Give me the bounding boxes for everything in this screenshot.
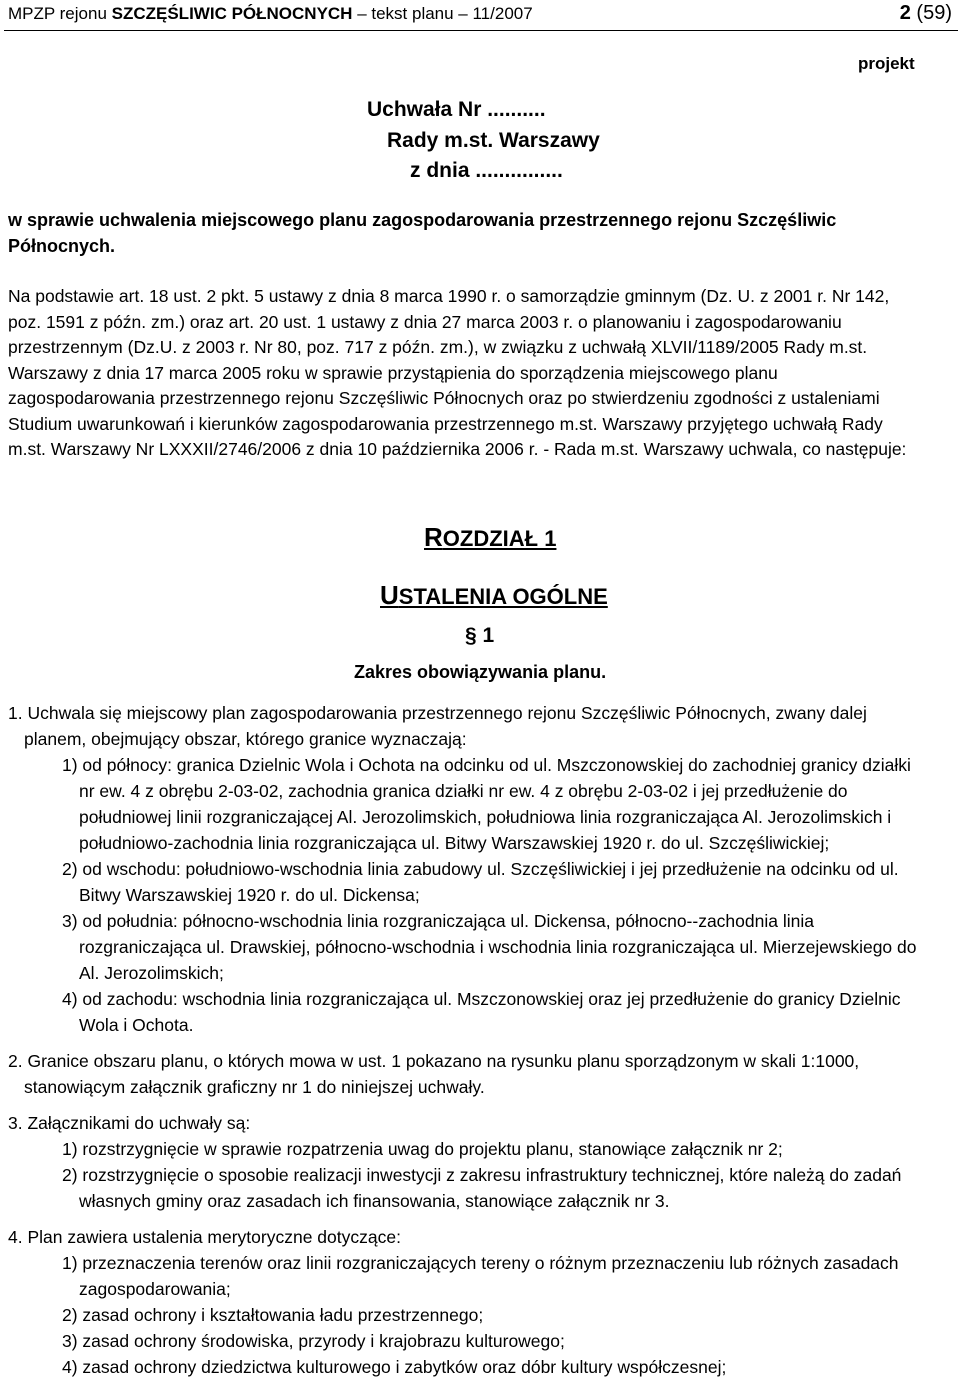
- body-line: 1) przeznaczenia terenów oraz linii rozgraniczających tereny o różnym przeznaczeniu lub różnych zasadach: [62, 1253, 899, 1273]
- body-line: 4. Plan zawiera ustalenia merytoryczne dotyczące:: [8, 1227, 401, 1247]
- preamble-line: poz. 1591 z późn. zm.) oraz art. 20 ust. 1 ustawy z dnia 27 marca 2003 r. o planowaniu i zagospodarowaniu: [8, 311, 842, 332]
- status-label: projekt: [858, 54, 915, 73]
- preamble-line: Studium uwarunkowań i kierunków zagospodarowania przestrzennego m.st. Warszawy przyjętego uchwałą Rady: [8, 413, 883, 434]
- body-line: 1) od północy: granica Dzielnic Wola i Ochota na odcinku od ul. Mszczonowskiej do zachodniej granicy działki: [62, 755, 911, 775]
- body-line: nr ew. 4 z obrębu 2-03-02, zachodnia granica działki nr ew. 4 z obrębu 2-03-02 i jej przedłużenie do: [79, 781, 848, 801]
- subject-line-2: Północnych.: [8, 236, 116, 256]
- body-line: 1) rozstrzygnięcie w sprawie rozpatrzenia uwag do projektu planu, stanowiące załącznik nr 2;: [62, 1139, 783, 1159]
- section-symbol: § 1: [465, 624, 495, 647]
- header-document-title: [8, 4, 533, 24]
- page-header: [0, 0, 960, 30]
- body-line: zagospodarowania;: [79, 1279, 231, 1299]
- resolution-council: Rady m.st. Warszawy: [387, 129, 600, 152]
- body-line: 3. Załącznikami do uchwały są:: [8, 1113, 251, 1133]
- preamble-line: Na podstawie art. 18 ust. 2 pkt. 5 ustawy z dnia 8 marca 1990 r. o samorządzie gminnym (Dz. U. z 2001 r. Nr 142,: [8, 286, 890, 306]
- body-line: 1. Uchwala się miejscowy plan zagospodarowania przestrzennego rejonu Szczęśliwic Północnych, zwany dalej: [8, 703, 867, 723]
- section-title: Zakres obowiązywania planu.: [354, 662, 607, 682]
- preamble-line: przestrzennym (Dz.U. z 2003 r. Nr 80, poz. 717 z późn. zm.), w związku z uchwałą XLVII/1189/2005 Rady m.st.: [8, 337, 868, 357]
- body-line: Al. Jerozolimskich;: [79, 963, 224, 983]
- body-line: południowej linii rozgraniczającej Al. Jerozolimskich, południowa linia rozgraniczająca Al. Jerozolimskich i: [79, 807, 892, 827]
- header-prefix: MPZP rejonu: [8, 4, 112, 23]
- body-line: planem, obejmujący obszar, którego granice wyznaczają:: [24, 729, 467, 749]
- body-line: Bitwy Warszawskiej 1920 r. do ul. Dickensa;: [79, 885, 420, 905]
- body-line: południowo-zachodnia linia rozgraniczająca ul. Bitwy Warszawskiej 1920 r. do ul. Szczęśliwickiej;: [79, 833, 830, 853]
- resolution-number: Uchwała Nr ..........: [367, 98, 546, 121]
- body-line: Wola i Ochota.: [79, 1015, 194, 1035]
- page-number: [900, 2, 952, 25]
- page-number-current: 2: [899, 2, 911, 24]
- chapter-rest: OZDZIAŁ 1: [442, 526, 557, 551]
- preamble: [8, 284, 954, 463]
- chapter-subtitle-rest: STALENIA OGÓLNE: [398, 584, 608, 609]
- chapter-subtitle-initial: U: [380, 580, 399, 610]
- body-line: 3) zasad ochrony środowiska, przyrody i krajobrazu kulturowego;: [62, 1331, 565, 1351]
- chapter-initial: R: [424, 522, 443, 552]
- subject-line-1: w sprawie uchwalenia miejscowego planu zagospodarowania przestrzennego rejonu Szczęśliwic: [8, 210, 837, 230]
- preamble-line: m.st. Warszawy Nr LXXXII/2746/2006 z dnia 10 października 2006 r. - Rada m.st. Warszawy uchwala, co następuje:: [8, 439, 907, 459]
- body-line: 2) zasad ochrony i kształtowania ładu przestrzennego;: [62, 1305, 484, 1325]
- preamble-line: zagospodarowania przestrzennego rejonu Szczęśliwic Północnych oraz po stwierdzeniu zgodności z ustaleniami: [8, 388, 880, 408]
- header-suffix: – tekst planu – 11/2007: [352, 4, 533, 23]
- body-line: 2) od wschodu: południowo-wschodnia linia zabudowy ul. Szczęśliwickiej i jej przedłużenie na odcinku od ul.: [62, 859, 899, 879]
- resolution-date: z dnia ...............: [410, 159, 563, 182]
- body-line: 2. Granice obszaru planu, o których mowa w ust. 1 pokazano na rysunku planu sporządzonym w skali 1:1000,: [8, 1051, 860, 1071]
- body-line: 2) rozstrzygnięcie o sposobie realizacji inwestycji z zakresu infrastruktury technicznej, które należą do zadań: [62, 1165, 902, 1185]
- header-area-name: SZCZĘŚLIWIC PÓŁNOCNYCH: [111, 4, 353, 23]
- body-line: 4) od zachodu: wschodnia linia rozgraniczająca ul. Mszczonowskiej oraz jej przedłużenie do granicy Dzielnic: [62, 989, 901, 1009]
- header-divider: [4, 30, 958, 31]
- preamble-line: Warszawy z dnia 17 marca 2005 roku w sprawie przystąpienia do sporządzenia miejscowego planu: [8, 362, 778, 383]
- body-line: rozgraniczająca ul. Drawskiej, północno-wschodnia i wschodnia linia rozgraniczająca ul. Mierzejewskiego do: [79, 937, 917, 957]
- body-line: własnych gminy oraz zasadach ich finansowania, stanowiące załącznik nr 3.: [79, 1191, 670, 1211]
- body-line: stanowiącym załącznik graficzny nr 1 do niniejszej uchwały.: [24, 1077, 485, 1097]
- chapter-title: [424, 522, 556, 553]
- page-number-total: (59): [916, 2, 952, 24]
- chapter-subtitle: [380, 580, 608, 611]
- body-line: 4) zasad ochrony dziedzictwa kulturowego i zabytków oraz dóbr kultury współczesnej;: [62, 1357, 727, 1377]
- body-line: 3) od południa: północno-wschodnia linia rozgraniczająca ul. Dickensa, północno--zachodnia linia: [62, 911, 814, 931]
